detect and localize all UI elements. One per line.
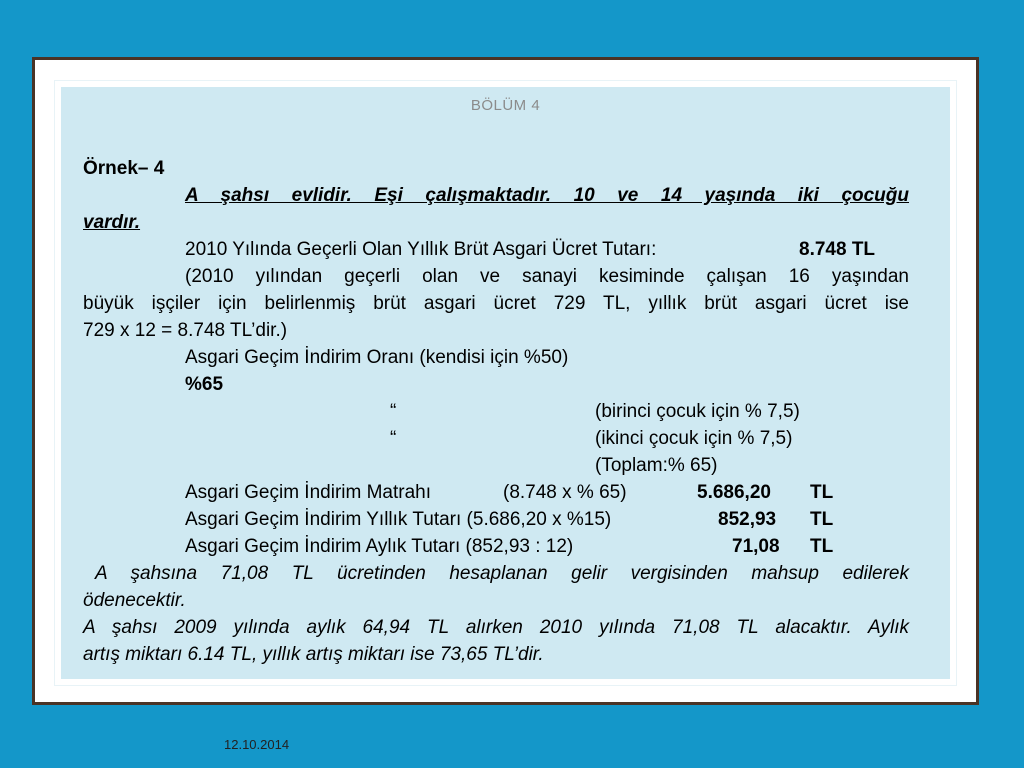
child2-rate: (ikinci çocuk için % 7,5) [595,428,793,449]
conclusion-line-1 [83,560,909,587]
conclusion-line-4: artış miktarı 6.14 TL, yıllık artış miktarı ise 73,65 TL’dir. [83,644,544,665]
monthly-unit: TL [810,536,834,557]
child1-row [83,398,909,425]
statement-line-2 [83,209,909,236]
footer-date: 12.10.2014 [224,737,290,752]
child2-row [83,425,909,452]
rate-sum-row [83,452,909,479]
statement-text-2: vardır. [83,212,141,233]
conclusion-text-3: A şahsı 2009 yılında aylık 64,94 TL alırken 2010 yılında 71,08 TL alacaktır. Aylık [83,617,909,638]
wage-row [83,236,909,263]
explanation-text-2: büyük işçiler için belirlenmiş brüt asgari ücret 729 TL, yıllık brüt asgari ücret ise [83,293,909,314]
explanation-text-1: (2010 yılından geçerli olan ve sanayi kesiminde çalışan 16 yaşından [185,266,909,287]
monthly-value: 71,08 [732,536,780,557]
base-value: 5.686,20 [697,482,771,503]
statement-line-1 [83,182,909,209]
ditto-mark-1: “ [390,401,397,422]
explanation-line-2 [83,290,909,317]
rate-sum: (Toplam:% 65) [595,455,718,476]
content-panel [55,81,956,685]
base-unit: TL [810,482,834,503]
monthly-row [83,533,909,560]
ditto-mark-2: “ [390,428,397,449]
example-content [83,155,909,668]
yearly-row [83,506,909,533]
yearly-unit: TL [810,509,834,530]
explanation-line-3: 729 x 12 = 8.748 TL’dir.) [83,320,288,341]
example-title: Örnek– 4 [83,158,165,179]
base-formula: (8.748 x % 65) [503,482,627,503]
child1-rate: (birinci çocuk için % 7,5) [595,401,800,422]
slide-frame [32,57,979,705]
base-label: Asgari Geçim İndirim Matrahı [185,482,432,503]
yearly-value: 852,93 [718,509,777,530]
rate-total: %65 [185,374,224,395]
statement-text-1: A şahsı evlidir. Eşi çalışmaktadır. 10 ve 14 yaşında iki çocuğu [185,185,909,206]
base-row [83,479,909,506]
conclusion-line-2: ödenecektir. [83,590,186,611]
section-label: BÖLÜM 4 [470,97,541,114]
explanation-line-1 [83,263,909,290]
conclusion-text-1: A şahsına 71,08 TL ücretinden hesaplanan gelir vergisinden mahsup edilerek [95,563,909,584]
conclusion-line-3 [83,614,909,641]
wage-label: 2010 Yılında Geçerli Olan Yıllık Brüt Asgari Ücret Tutarı: [185,239,657,260]
monthly-label: Asgari Geçim İndirim Aylık Tutarı (852,93 : 12) [185,536,574,557]
rate-label: Asgari Geçim İndirim Oranı (kendisi için %50) [185,347,569,368]
yearly-label: Asgari Geçim İndirim Yıllık Tutarı (5.686,20 x %15) [185,509,612,530]
wage-value: 8.748 TL [799,239,876,260]
